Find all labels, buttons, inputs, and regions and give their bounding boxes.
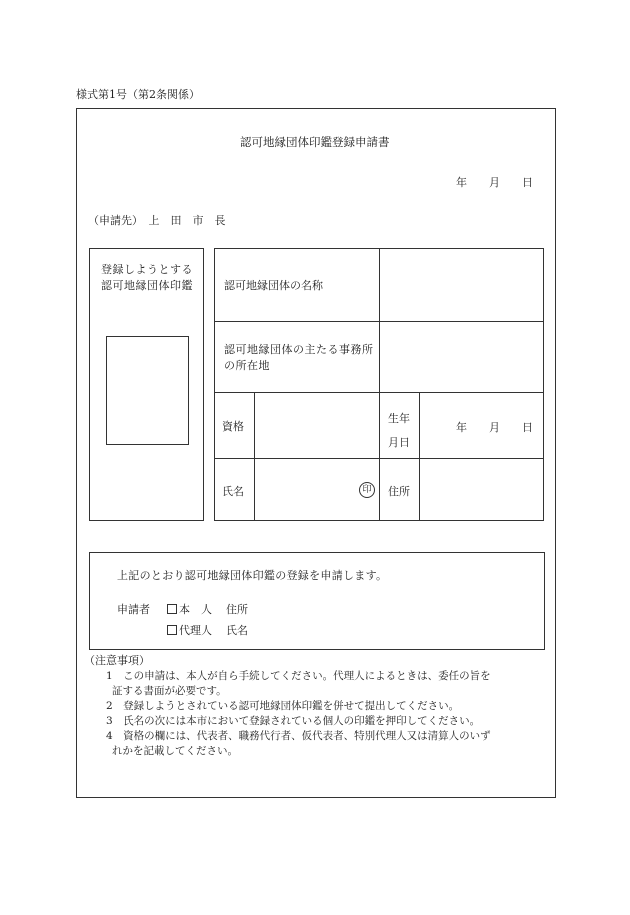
notes-heading: （注意事項） — [84, 654, 150, 667]
office-location-label: 認可地縁団体の主たる事務所の所在地 — [224, 343, 374, 372]
name-label: 氏名 — [222, 485, 244, 498]
agent-option[interactable] — [167, 622, 212, 638]
note-item: 4 資格の欄には、代表者、職務代行者、仮代表者、特別代理人又は清算人のいず — [106, 730, 491, 742]
qualification-label: 資格 — [222, 420, 244, 433]
address-label: 住所 — [388, 485, 410, 498]
self-option-label: 本 人 — [179, 603, 212, 616]
birthdate-value[interactable]: 年 月 日 — [456, 421, 533, 434]
declaration-statement: 上記のとおり認可地縁団体印鑑の登録を申請します。 — [117, 569, 388, 582]
self-checkbox[interactable] — [167, 604, 177, 614]
date-line: 年 月 日 — [456, 176, 533, 189]
note-item: 3 氏名の次には本市において登録されている個人の印鑑を押印してください。 — [106, 715, 481, 727]
form-number: 様式第1号（第2条関係） — [76, 88, 200, 101]
form-title: 認可地縁団体印鑑登録申請書 — [240, 135, 390, 149]
qualification-field[interactable] — [256, 394, 378, 457]
agent-option-label: 代理人 — [179, 624, 212, 637]
applicant-label: 申請者 — [117, 603, 150, 616]
addressee: （申請先） 上 田 市 長 — [88, 214, 226, 227]
note-item-continuation: れかを記載してください。 — [112, 745, 238, 757]
seal-impression-area[interactable] — [106, 336, 189, 445]
agent-checkbox[interactable] — [167, 625, 177, 635]
agent-name-label: 氏名 — [226, 624, 248, 637]
birthdate-label-bottom: 月日 — [388, 436, 410, 449]
self-option[interactable] — [167, 601, 212, 617]
table-col-divider-2 — [254, 392, 255, 521]
birthdate-label-top: 生年 — [388, 412, 410, 425]
note-item: 1 この申請は、本人が自ら手続してください。代理人によるときは、委任の旨を — [106, 670, 491, 682]
table-col-divider-3 — [419, 392, 420, 521]
office-location-field[interactable] — [381, 323, 542, 391]
seal-registration-label: 登録しようとする認可地縁団体印鑑 — [101, 263, 193, 292]
note-item: 2 登録しようとされている認可地縁団体印鑑を併せて提出してください。 — [106, 700, 460, 712]
self-address-label: 住所 — [226, 603, 248, 616]
name-field[interactable] — [256, 460, 356, 520]
group-name-label: 認可地縁団体の名称 — [224, 279, 323, 292]
table-col-divider-1 — [379, 248, 380, 521]
seal-mark-icon: 印 — [359, 482, 375, 498]
address-field[interactable] — [421, 460, 542, 520]
group-name-field[interactable] — [381, 250, 542, 320]
note-item-continuation: 証する書面が必要です。 — [112, 685, 227, 697]
